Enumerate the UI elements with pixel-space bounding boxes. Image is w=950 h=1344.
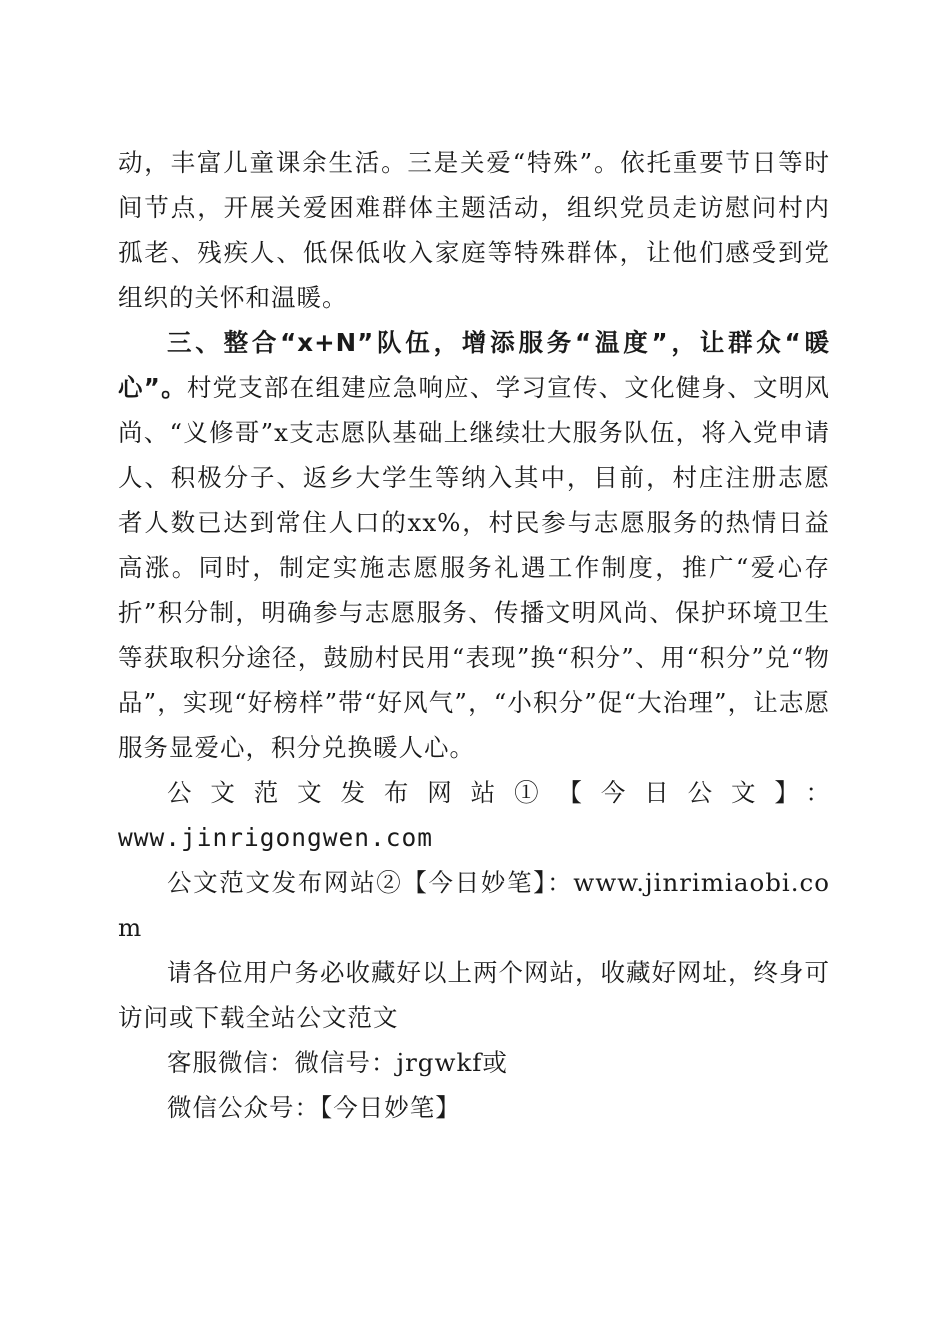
footer-wechat-account: 微信公众号：【今日妙笔】 xyxy=(167,1093,461,1122)
footer-site1-url[interactable]: www.jinrigongwen.com xyxy=(118,823,434,852)
paragraph-volunteer-team xyxy=(118,320,830,770)
document-page xyxy=(118,140,830,1130)
section-heading: 三、整合“x+N”队伍，增添服务“温度”，让群众“暖心”。 xyxy=(118,328,830,402)
footer-reminder: 请各位用户务必收藏好以上两个网站，收藏好网址，终身可访问或下载全站公文范文 xyxy=(118,958,830,1032)
paragraph-care-special-groups: 动，丰富儿童课余生活。三是关爱“特殊”。依托重要节日等时间节点，开展关爱困难群体主题活动，组织党员走访慰问村内孤老、残疾人、低保低收入家庭等特殊群体，让他们感受到党组织的关怀和温暖。 xyxy=(118,148,830,312)
footer-wechat-service: 客服微信：微信号：jrgwkf或 xyxy=(167,1048,508,1077)
section-body: 村党支部在组建应急响应、学习宣传、文化健身、文明风尚、“义修哥”x支志愿队基础上继续壮大服务队伍，将入党申请人、积极分子、返乡大学生等纳入其中，目前，村庄注册志愿者人数已达到常住人口的xx%，村民参与志愿服务的热情日益高涨。同时，制定实施志愿服务礼遇工作制度，推广“爱心存折”积分制，明确参与志愿服务、传播文明风尚、保护环境卫生等获取积分途径，鼓励村民用“表现”换“积分”、用“积分”兑“物品”，实现“好榜样”带“好风气”，“小积分”促“大治理”，让志愿服务显爱心，积分兑换暖人心。 xyxy=(118,373,830,762)
footer-site1-label: 公文范文发布网站①【今日公文】： xyxy=(167,778,830,807)
footer-site2-line: 公文范文发布网站②【今日妙笔】：www.jinrimiaobi.com xyxy=(118,868,830,942)
